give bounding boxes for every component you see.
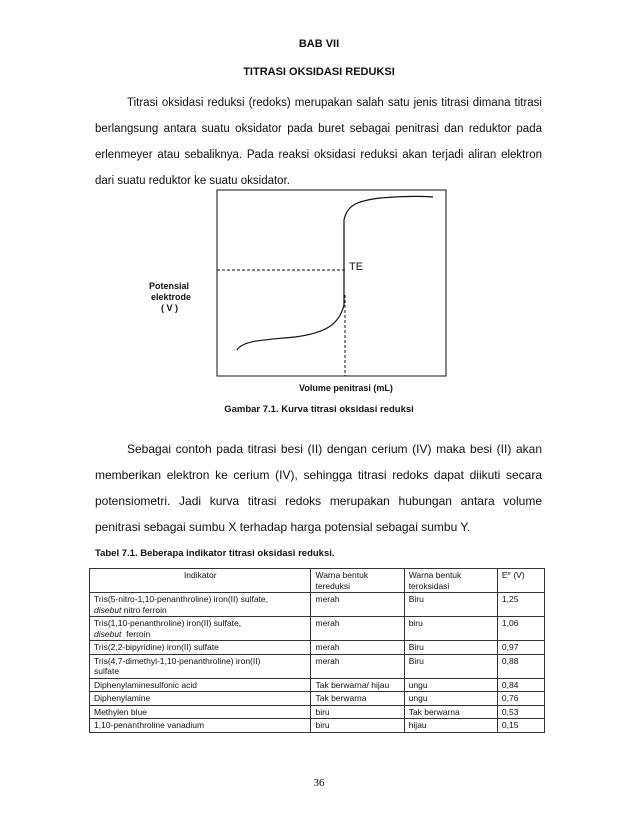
header-warna-teroksidasi: Warna bentuk teroksidasi: [404, 569, 497, 593]
cell-indikator: [90, 641, 311, 655]
cell-warna-teroksidasi: ungu: [404, 678, 497, 692]
cell-warna-teroksidasi: ungu: [404, 692, 497, 706]
plot-frame: [217, 190, 446, 376]
table-row: [90, 654, 545, 678]
figure-caption: Gambar 7.1. Kurva titrasi oksidasi reduksi: [224, 404, 414, 415]
table-row: [90, 705, 545, 719]
table-row: [90, 719, 545, 733]
cell-warna-teroksidasi: Biru: [404, 641, 497, 655]
cell-indikator: [90, 692, 311, 706]
y-axis-label-line1: Potensial: [149, 281, 190, 291]
indikator-name-continued: nitro ferroin: [121, 604, 167, 615]
header-eo: E° (V): [497, 569, 544, 593]
cell-warna-teroksidasi: Tak berwarna: [404, 705, 497, 719]
indikator-name: Tris(2,2-bipyridine) iron(II) sulfate: [94, 642, 219, 652]
cell-warna-tereduksi: biru: [311, 705, 404, 719]
x-axis-label: Volume penitrasi (mL): [299, 383, 393, 393]
table-row: [90, 678, 545, 692]
cell-indikator: [90, 719, 311, 733]
table-body: [90, 593, 545, 733]
te-label: TE: [349, 261, 364, 273]
indikator-name: Diphenylaminesulfonic acid: [94, 679, 198, 690]
cell-indikator: [90, 705, 311, 719]
header-warna-tereduksi: Warna bentuk tereduksi: [311, 569, 404, 593]
chapter-heading: BAB VII: [298, 38, 340, 50]
indikator-name: Diphenylamine: [94, 693, 151, 703]
table-row: [90, 593, 545, 617]
cell-warna-tereduksi: merah: [311, 641, 404, 655]
cell-warna-tereduksi: merah: [311, 654, 404, 678]
cell-warna-tereduksi: Tak berwarna: [311, 692, 404, 706]
table-row: [90, 641, 545, 655]
cell-eo: 1,25: [497, 593, 544, 617]
cell-warna-teroksidasi: Biru: [404, 654, 497, 678]
cell-warna-tereduksi: merah: [311, 593, 404, 617]
y-axis-label-line3: ( V ): [161, 303, 178, 313]
cell-eo: 0,76: [497, 692, 544, 706]
indikator-alias-label: disebut: [94, 604, 122, 615]
indikator-name: Methylen blue: [94, 706, 147, 717]
cell-indikator: [90, 593, 311, 617]
indikator-name: Tris(5-nitro-1,10-penanthroline) iron(II) sulfate,: [94, 594, 269, 604]
indicator-table: [89, 568, 545, 733]
cell-eo: 0,84: [497, 678, 544, 692]
cell-indikator: [90, 617, 311, 641]
cell-warna-teroksidasi: hijau: [404, 719, 497, 733]
cell-indikator: [90, 654, 311, 678]
titration-curve-figure: [95, 185, 542, 420]
chapter-title: TITRASI OKSIDASI REDUKSI: [243, 66, 395, 78]
indikator-name-continued: ferroin: [121, 628, 151, 639]
indikator-name-continued: sulfate: [94, 666, 120, 676]
intro-paragraph-text: Titrasi oksidasi reduksi (redoks) merupakan salah satu jenis titrasi dimana titrasi berlangsung antara suatu oksidator pada buret sebagai penitrasi dan reduktor pada erlenmeyer atau sebaliknya. Pada reaksi oksidasi reduksi akan terjadi aliran elektron dari suatu reduktor ke suatu oksidator.: [95, 97, 542, 187]
cell-warna-tereduksi: merah: [311, 617, 404, 641]
intro-paragraph: [95, 90, 542, 194]
indikator-name: Tris(1,10-penanthroline) iron(II) sulfate,: [94, 618, 242, 628]
indikator-name: 1,10-penanthroline vanadium: [94, 720, 205, 730]
example-paragraph-text: Sebagai contoh pada titrasi besi (II) dengan cerium (IV) maka besi (II) akan memberikan elektron ke cerium (IV), sehingga titrasi redoks dapat diikuti secara potensiometri. Jadi kurva titrasi redoks merupakan hubungan antara volume penitrasi sebagai sumbu X terhadap harga potensial sebagai sumbu Y.: [95, 442, 542, 534]
y-axis-label-line2: elektrode: [151, 292, 192, 302]
titration-curve: [237, 196, 433, 350]
cell-eo: 0,15: [497, 719, 544, 733]
cell-warna-teroksidasi: Biru: [404, 593, 497, 617]
indikator-name: Tris(4,7-dimethyl-1,10-penanthroline) iron(II): [94, 655, 261, 666]
cell-warna-teroksidasi: biru: [404, 617, 497, 641]
cell-indikator: [90, 678, 311, 692]
example-paragraph: [95, 436, 542, 540]
table-header-row: [90, 569, 545, 593]
indikator-alias-label: disebut: [94, 628, 122, 639]
cell-eo: 0,97: [497, 641, 544, 655]
table-row: [90, 692, 545, 706]
cell-warna-tereduksi: Tak berwarna/ hijau: [311, 678, 404, 692]
header-indikator: Indikator: [90, 569, 311, 593]
table-title: Tabel 7.1. Beberapa indikator titrasi oksidasi reduksi.: [95, 548, 335, 559]
cell-eo: 1,06: [497, 617, 544, 641]
cell-eo: 0,88: [497, 654, 544, 678]
cell-eo: 0,53: [497, 705, 544, 719]
page-number: 36: [313, 777, 325, 789]
table-row: [90, 617, 545, 641]
cell-warna-tereduksi: biru: [311, 719, 404, 733]
